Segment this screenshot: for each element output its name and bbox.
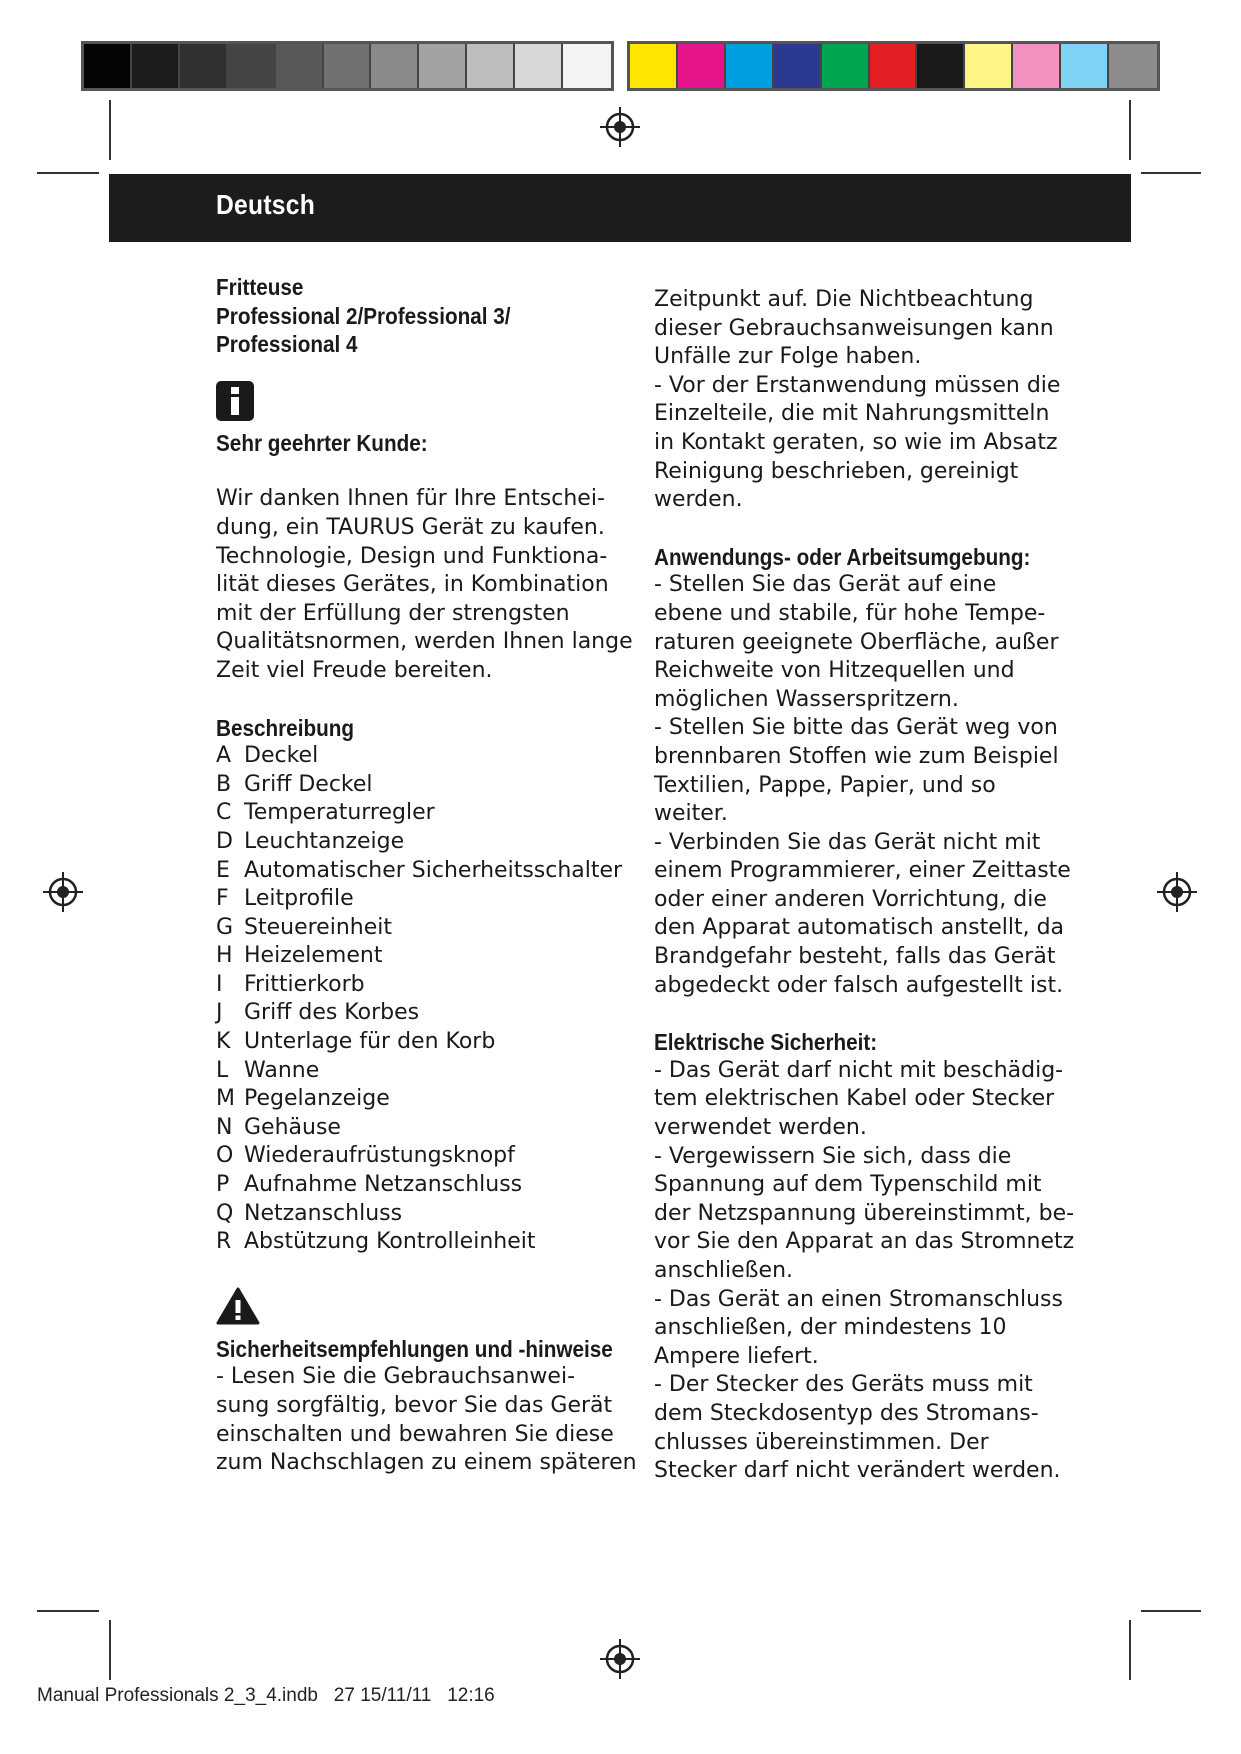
part-letter: Q [216,1200,234,1226]
part-letter: L [216,1057,229,1083]
intro-line: Qualitätsnormen, werden Ihnen lange [216,629,633,655]
color-swatch [419,44,467,88]
part-letter: I [216,971,223,997]
continuation-line: dieser Gebrauchsanweisungen kann [654,315,1054,341]
part-name: Pegelanzeige [244,1086,390,1112]
electrical-line: vor Sie den Apparat an das Stromnetz [654,1229,1075,1255]
part-item [216,1171,636,1200]
crop-mark [109,100,111,160]
intro-line: dung, ein TAURUS Gerät zu kaufen. [216,514,605,540]
electrical-line: dem Steckdosentyp des Stromans- [654,1400,1039,1426]
safety-line: - Lesen Sie die Gebrauchsanwei- [216,1364,576,1390]
environment-line: oder einer anderen Vorrichtung, die [654,886,1047,912]
crop-mark [1141,172,1201,174]
part-name: Temperaturregler [244,800,435,826]
part-name: Gehäuse [244,1114,341,1140]
registration-mark-icon [43,872,83,912]
intro-paragraph [216,485,636,685]
part-item [216,1114,636,1143]
environment-line: möglichen Wasserspritzern. [654,686,959,712]
part-item [216,857,636,886]
part-name: Frittierkorb [244,971,365,997]
part-name: Griff Deckel [244,771,373,797]
part-letter: M [216,1086,235,1112]
part-name: Deckel [244,743,319,769]
continuation-line: werden. [654,487,743,513]
color-swatch [1013,44,1061,88]
part-letter: B [216,771,232,797]
safety-heading: Sicherheitsempfehlungen und -hinweise [216,1335,613,1362]
environment-line: den Apparat automatisch anstellt, da [654,915,1065,941]
continuation-line: in Kontakt geraten, so wie im Absatz [654,429,1058,455]
intro-line: lität dieses Gerätes, in Kombination [216,572,609,598]
intro-line: mit der Erfüllung der strengsten [216,600,570,626]
color-swatch [822,44,870,88]
electrical-line: Ampere liefert. [654,1343,819,1369]
part-letter: C [216,800,232,826]
safety-line: zum Nachschlagen zu einem späteren [216,1450,637,1476]
description-heading: Beschreibung [216,714,355,741]
color-swatch [726,44,774,88]
right-column [654,286,1074,1486]
environment-line: brennbaren Stoffen wie zum Beispiel [654,743,1059,769]
part-letter: N [216,1114,233,1140]
electrical-line: - Der Stecker des Geräts muss mit [654,1372,1033,1398]
greeting-heading: Sehr geehrter Kunde: [216,429,428,456]
safety-paragraph [216,1363,636,1477]
print-slug: Manual Professionals 2_3_4.indb 27 15/11/11 12:16 [37,1685,495,1706]
part-letter: E [216,857,230,883]
warning-icon-wrapper [216,1287,636,1327]
part-name: Leitprofile [244,886,354,912]
color-swatch [132,44,180,88]
environment-line: - Stellen Sie bitte das Gerät weg von [654,715,1058,741]
registration-mark-icon [600,107,640,147]
electrical-line: - Das Gerät an einen Stromanschluss [654,1286,1063,1312]
crop-mark [37,1610,99,1612]
continuation-line: Zeitpunkt auf. Die Nichtbeachtung [654,287,1034,312]
part-letter: H [216,943,233,969]
part-name: Steuereinheit [244,914,392,940]
environment-line: einem Programmierer, einer Zeittaste [654,858,1071,884]
electrical-line: chlusses übereinstimmen. Der [654,1429,989,1455]
part-item [216,742,636,771]
part-name: Heizelement [244,943,383,969]
continuation-line: Einzelteile, die mit Nahrungsmitteln [654,401,1050,427]
part-item [216,1028,636,1057]
part-item [216,942,636,971]
crop-mark [109,1620,111,1680]
crop-mark [1129,100,1131,160]
part-letter: O [216,1143,234,1169]
info-icon-wrapper [216,381,636,421]
part-name: Wanne [244,1057,320,1083]
part-item [216,1085,636,1114]
color-swatch [1061,44,1109,88]
part-letter: G [216,914,234,940]
color-swatch [276,44,324,88]
part-name: Abstützung Kontrolleinheit [244,1229,536,1255]
part-item [216,799,636,828]
electrical-safety-heading: Elektrische Sicherheit: [654,1029,878,1056]
color-swatch [467,44,515,88]
electrical-line: der Netzspannung übereinstimmt, be- [654,1200,1075,1226]
intro-line: Zeit viel Freude bereiten. [216,657,493,683]
color-swatch [917,44,965,88]
electrical-line: Spannung auf dem Typenschild mit [654,1172,1042,1198]
crop-mark [1129,1620,1131,1680]
electrical-line: Stecker darf nicht verändert werden. [654,1458,1061,1484]
part-letter: D [216,828,233,854]
environment-line: Brandgefahr besteht, falls das Gerät [654,944,1056,970]
part-item [216,1142,636,1171]
registration-mark-icon [600,1639,640,1679]
part-name: Wiederaufrüstungsknopf [244,1143,515,1169]
part-item [216,1228,636,1257]
part-name: Aufnahme Netzanschluss [244,1172,523,1198]
environment-line: Reichweite von Hitzequellen und [654,658,1015,684]
part-item [216,1057,636,1086]
part-name: Netzanschluss [244,1200,403,1226]
part-name: Leuchtanzeige [244,828,405,854]
electrical-line: anschließen. [654,1258,794,1283]
electrical-safety-paragraph [654,1057,1074,1486]
color-swatch [630,44,678,88]
registration-mark-icon [1157,872,1197,912]
language-title: Deutsch [216,189,316,220]
environment-line: abgedeckt oder falsch aufgestellt ist. [654,972,1064,998]
continuation-line: Unfälle zur Folge haben. [654,344,922,370]
continuation-line: - Vor der Erstanwendung müssen die [654,372,1061,398]
product-title-line-2: Professional 2/Professional 3/ [216,302,511,329]
color-swatch [774,44,822,88]
environment-line: - Verbinden Sie das Gerät nicht mit [654,829,1041,855]
intro-line: Technologie, Design und Funktiona- [216,543,608,569]
environment-line: raturen geeignete Oberfläche, außer [654,629,1059,655]
part-item [216,885,636,914]
color-swatch [84,44,132,88]
part-name: Griff des Korbes [244,1000,420,1026]
left-column [216,273,636,1478]
product-title-line-3: Professional 4 [216,331,358,358]
safety-line: sung sorgfältig, bevor Sie das Gerät [216,1393,613,1418]
color-swatch [515,44,563,88]
color-swatch [324,44,372,88]
safety-line: einschalten und bewahren Sie diese [216,1421,614,1447]
environment-line: - Stellen Sie das Gerät auf eine [654,572,997,598]
cmyk-color-bar [627,41,1160,91]
electrical-line: tem elektrischen Kabel oder Stecker [654,1086,1055,1112]
electrical-line: - Vergewissern Sie sich, dass die [654,1143,1012,1169]
parts-list [216,742,636,1257]
color-swatch [870,44,918,88]
environment-paragraph [654,571,1074,1000]
part-item [216,828,636,857]
color-swatch [563,44,611,88]
part-item [216,914,636,943]
part-letter: A [216,743,232,769]
environment-line: ebene und stabile, für hohe Tempe- [654,600,1046,626]
environment-line: Textilien, Pappe, Papier, und so [654,772,996,798]
color-swatch [1109,44,1157,88]
color-swatch [371,44,419,88]
electrical-line: anschließen, der mindestens 10 [654,1315,1007,1341]
part-item [216,771,636,800]
product-title-line-1: Fritteuse [216,274,304,300]
grayscale-color-bar [81,41,614,91]
crop-mark [37,172,99,174]
intro-line: Wir danken Ihnen für Ihre Entschei- [216,486,605,512]
part-item [216,1200,636,1229]
color-swatch [678,44,726,88]
color-swatch [965,44,1013,88]
environment-heading: Anwendungs- oder Arbeitsumgebung: [654,543,1031,570]
color-swatch [228,44,276,88]
environment-line: weiter. [654,801,728,827]
info-icon [216,381,254,421]
color-swatch [180,44,228,88]
continuation-paragraph [654,286,1074,515]
part-item [216,971,636,1000]
part-letter: K [216,1029,231,1055]
part-letter: J [216,1000,223,1026]
continuation-line: Reinigung beschrieben, gereinigt [654,458,1019,484]
crop-mark [1141,1610,1201,1612]
part-letter: P [216,1172,230,1198]
electrical-line: - Das Gerät darf nicht mit beschädig- [654,1057,1064,1083]
warning-icon [216,1287,260,1325]
part-item [216,999,636,1028]
language-header-bar [109,174,1131,242]
part-letter: R [216,1229,232,1255]
part-letter: F [216,886,229,912]
part-name: Unterlage für den Korb [244,1029,496,1055]
part-name: Automatischer Sicherheitsschalter [244,857,623,883]
electrical-line: verwendet werden. [654,1115,867,1141]
